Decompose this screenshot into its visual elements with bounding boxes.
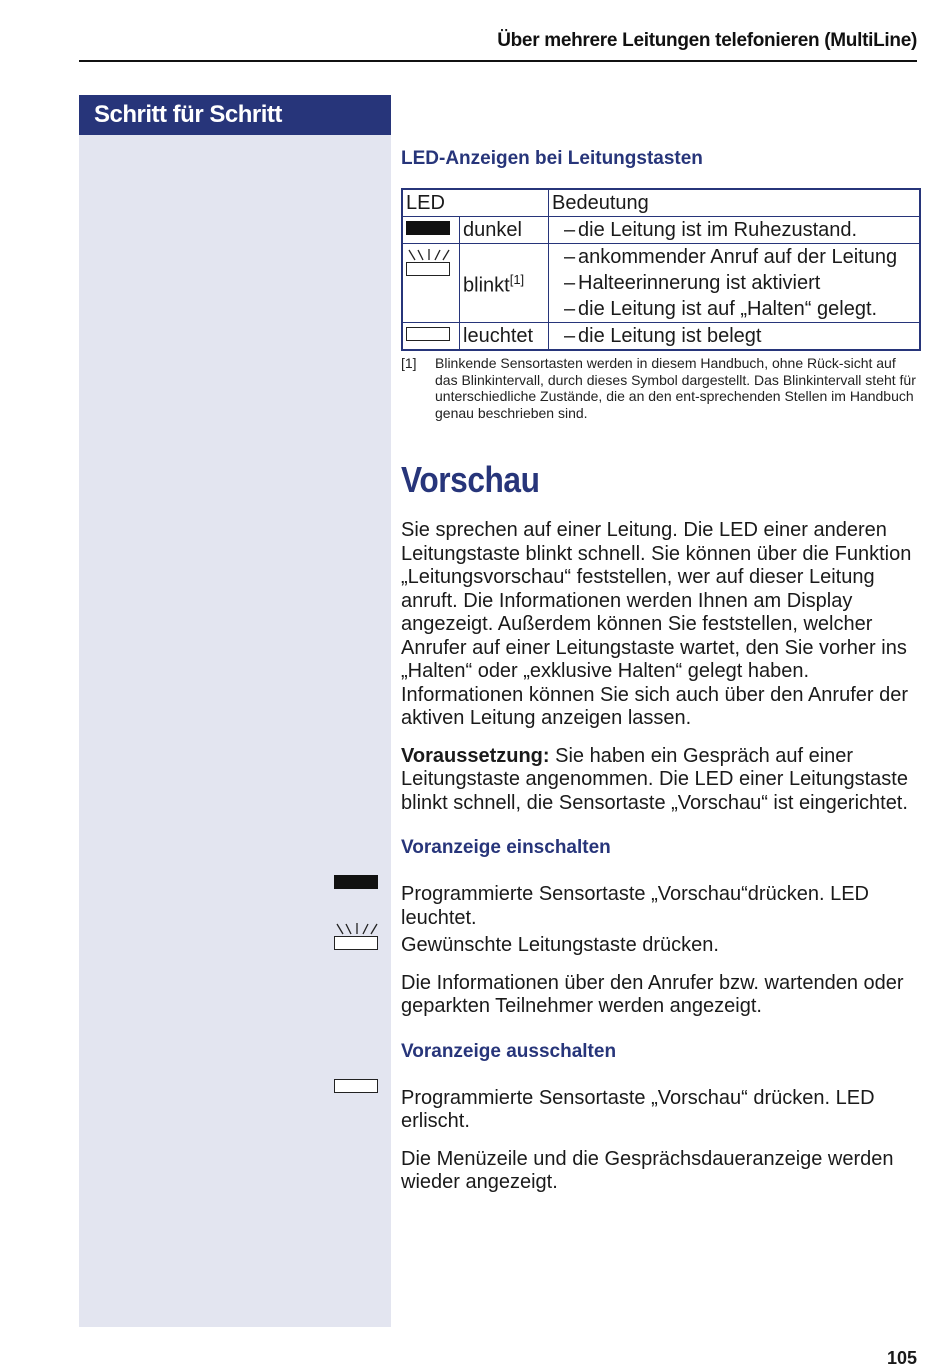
led-section-heading: LED-Anzeigen bei Leitungstasten: [401, 148, 703, 169]
led-state: dunkel: [460, 217, 549, 244]
disable-step-1: [401, 1087, 921, 1134]
main-content: [401, 148, 921, 1209]
prerequisite-paragraph: [401, 745, 921, 816]
enable-step-1: [401, 883, 921, 930]
enable-step-2-text: Gewünschte Leitungstaste drücken.: [401, 934, 719, 956]
led-meaning: die Leitung ist auf „Halten“ gelegt.: [578, 298, 878, 320]
table-row: [402, 217, 920, 244]
led-lit-icon: [334, 1079, 378, 1093]
table-footnote: [401, 355, 921, 421]
led-state: leuchtet: [460, 323, 549, 351]
led-meaning: die Leitung ist im Ruhezustand.: [578, 219, 858, 241]
enable-note: Die Informationen über den Anrufer bzw. wartenden oder geparkten Teilnehmer werden angezeigt.: [401, 971, 904, 1017]
sidebar: [79, 95, 391, 1327]
footnote-mark: [1]: [401, 355, 417, 371]
table-row: [402, 244, 920, 323]
disable-heading: Voranzeige ausschalten: [401, 1040, 617, 1062]
col-led-header: LED: [402, 189, 549, 217]
disable-step-1-text: Programmierte Sensortaste „Vorschau“ drücken. LED erlischt.: [401, 1086, 875, 1132]
led-meaning-cell: – die Leitung ist im Ruhezustand.: [549, 217, 921, 244]
led-dark-icon: [406, 221, 450, 235]
led-lit-icon: [406, 327, 450, 341]
led-state: blinkt: [463, 274, 510, 297]
header-rule: [79, 60, 917, 62]
disable-note: Die Menüzeile und die Gesprächsdaueranzeige werden wieder angezeigt.: [401, 1147, 894, 1193]
sidebar-title: Schritt für Schritt: [79, 95, 391, 135]
led-table-header-row: [402, 189, 920, 217]
page-number: 105: [886, 1348, 917, 1368]
table-row: [402, 323, 920, 351]
prerequisite-text: Sie haben ein Gespräch auf einer Leitungstaste angenommen. Die LED einer Leitungstaste blinkt schnell, die Sensortaste „Vorschau“ ist eingerichtet.: [401, 744, 908, 814]
led-table: [401, 188, 921, 351]
led-meaning: Halteerinnerung ist aktiviert: [578, 272, 821, 294]
led-dark-icon: [334, 875, 378, 889]
col-meaning-header: Bedeutung: [549, 189, 921, 217]
led-meaning-cell: – ankommender Anruf auf der Leitung – Halteerinnerung ist aktiviert – die Leitung ist auf „Halten“ gelegt.: [549, 244, 921, 323]
led-meaning: die Leitung ist belegt: [578, 325, 762, 347]
footnote-text: Blinkende Sensortasten werden in diesem Handbuch, ohne Rück-sicht auf das Blinkintervall, durch dieses Symbol dargestellt. Das Blinkintervall steht für unterschiedliche Zustände, die an den ent-sprechenden Stellen im Handbuch genau beschrieben sind.: [435, 355, 916, 421]
led-blinking-icon: [406, 248, 452, 276]
prerequisite-label: Voraussetzung:: [401, 744, 550, 767]
footnote-ref: [1]: [509, 272, 525, 288]
enable-step-2: [401, 934, 921, 958]
intro-paragraph: Sie sprechen auf einer Leitung. Die LED einer anderen Leitungstaste blinkt schnell. Sie können über die Funktion „Leitungsvorschau“ feststellen, wer auf dieser Leitung anruft. Die Informationen werden Ihnen am Display angezeigt. Außerdem können Sie feststellen, welcher Anrufer auf einer Leitungstaste wartet, den Sie vorher ins „Halten“ oder „exklusive Halten“ gelegt haben. Informationen können Sie sich auch über den Anrufer der aktiven Leitung anzeigen lassen.: [401, 519, 912, 729]
section-title: Vorschau: [401, 459, 540, 500]
led-blinking-icon: [334, 922, 380, 950]
enable-heading: Voranzeige einschalten: [401, 837, 611, 858]
running-header: Über mehrere Leitungen telefonieren (MultiLine): [497, 30, 917, 51]
led-meaning: ankommender Anruf auf der Leitung: [578, 246, 898, 268]
enable-step-1-text: Programmierte Sensortaste „Vorschau“drücken. LED leuchtet.: [401, 883, 869, 929]
led-meaning-cell: – die Leitung ist belegt: [549, 323, 921, 351]
